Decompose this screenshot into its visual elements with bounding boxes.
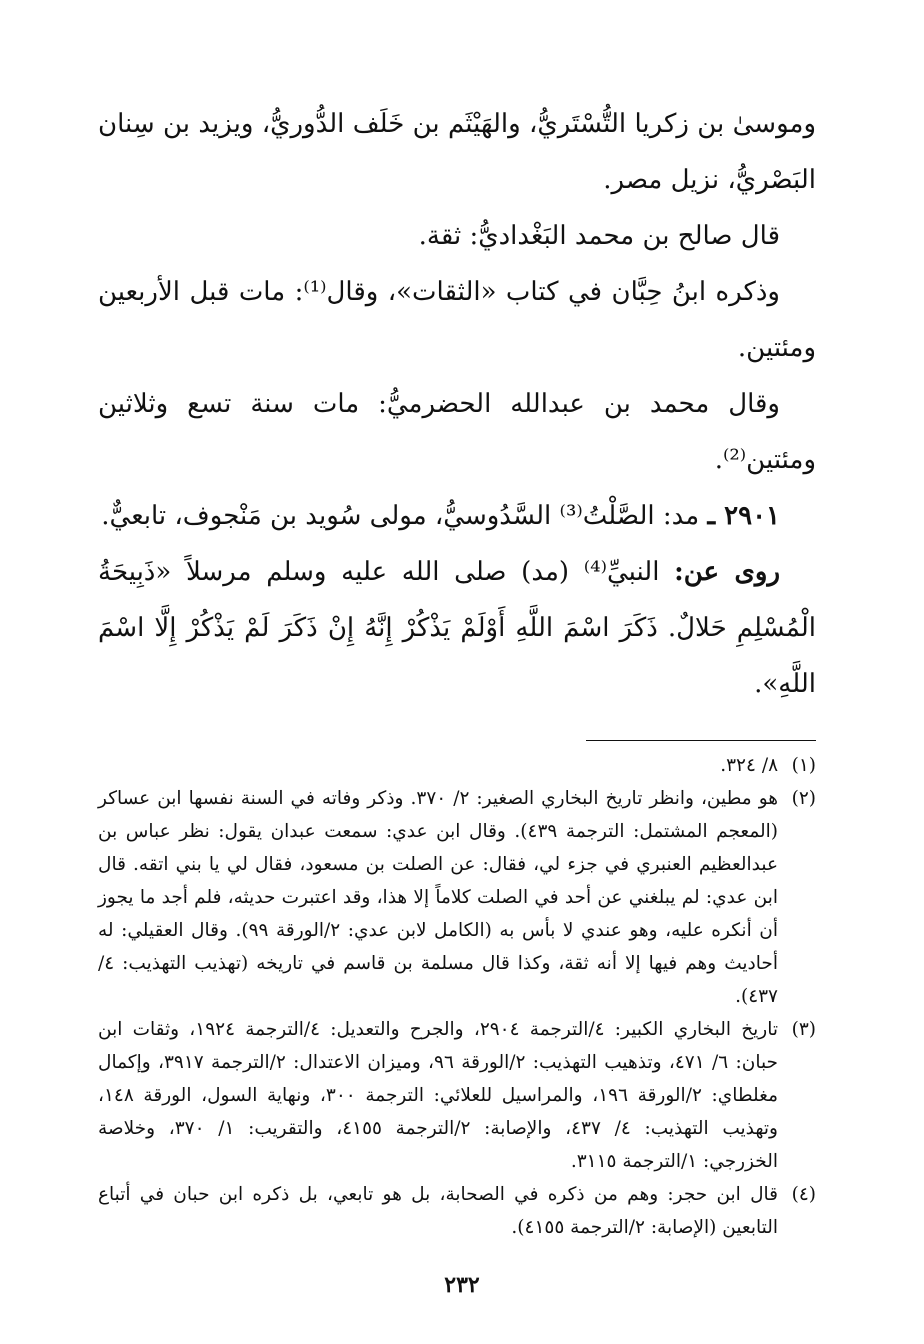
riwaya-text: النبيِّ⁽⁴⁾ (مد) صلى الله عليه وسلم مرسلاً «ذَبِيحَةُ الْمُسْلِمِ حَلالٌ. ذَكَرَ اسْمَ اللَّهِ أَوْلَمْ يَذْكُرْ إِنَّهُ إِنْ ذَكَرَ لَمْ يَذْكُرْ إِلَّا اسْمَ اللَّهِ». bbox=[98, 557, 816, 699]
footnotes bbox=[98, 749, 816, 1244]
riwaya-label: روى عن: bbox=[674, 557, 780, 587]
paragraph-riwaya bbox=[98, 544, 816, 712]
footnote-text: تاريخ البخاري الكبير: ٤/الترجمة ٢٩٠٤، والجرح والتعديل: ٤/الترجمة ١٩٢٤، وثقات ابن حبان: ٦/ ٤٧١، وتذهيب التهذيب: ٢/الورقة ٩٦، وميزان الاعتدال: ٢/الترجمة ٣٩١٧، وإكمال مغلطاي: ٢/الورقة ١٩٦، والمراسيل للعلائي: الترجمة ٣٠٠، ونهاية السول، الورقة ١٤٨، وتهذيب التهذيب: ٤/ ٤٣٧، والإصابة: ٢/الترجمة ٤١٥٥، والتقريب: ١/ ٣٧٠، وخلاصة الخزرجي: ١/الترجمة ٣١١٥. bbox=[98, 1019, 778, 1172]
page-number: ٢٣٢ bbox=[444, 1272, 480, 1298]
footnote-2 bbox=[98, 782, 816, 1013]
entry-number: ٢٩٠١ ـ bbox=[707, 501, 780, 531]
footnote-text: ٨/ ٣٢٤. bbox=[720, 755, 778, 776]
footnote-number: (٤) bbox=[791, 1184, 816, 1205]
footnote-text: قال ابن حجر: وهم من ذكره في الصحابة، بل هو تابعي، بل ذكره ابن حبان في أتباع التابعين (الإصابة: ٢/الترجمة ٤١٥٥). bbox=[98, 1184, 778, 1238]
footnote-divider bbox=[586, 740, 816, 741]
paragraph-salih-opinion: قال صالح بن محمد البَغْداديُّ: ثقة. bbox=[418, 221, 780, 251]
paragraph-narrators: وموسىٰ بن زكريا التُّسْتَريُّ، والهَيْثَم بن خَلَف الدُّوريُّ، ويزيد بن سِنان البَصْريُّ، نزيل مصر. bbox=[98, 109, 816, 195]
entry-heading bbox=[98, 488, 816, 544]
footnote-text: هو مطين، وانظر تاريخ البخاري الصغير: ٢/ ٣٧٠. وذكر وفاته في السنة نفسها ابن عساكر (المعجم المشتمل: الترجمة ٤٣٩). وقال ابن عدي: سمعت عبدان يقول: نظر عباس بن عبدالعظيم العنبري في جزء لي، فقال: عن الصلت بن مسعود، فقال لي يا بني اتقه. قال ابن عدي: لم يبلغني عن أحد في الصلت كلاماً إلا هذا، وقد اعتبرت حديثه، فلم أجد ما يجوز أن أنكره عليه، وهو عندي لا بأس به (الكامل لابن عدي: ٢/الورقة ٩٩). وقال العقيلي: له أحاديث وهم فيها إلا أنه ثقة، وكذا قال مسلمة بن قاسم في تاريخه (تهذيب التهذيب: ٤/ ٤٣٧). bbox=[98, 788, 779, 1007]
footnote-number: (١) bbox=[791, 755, 816, 776]
footnote-4 bbox=[98, 1178, 816, 1244]
footnote-3 bbox=[98, 1013, 816, 1178]
paragraph-ibn-hibban: وذكره ابنُ حِبَّان في كتاب «الثقات»، وقال⁽¹⁾: مات قبل الأربعين ومئتين. bbox=[98, 277, 816, 363]
footnote-number: (٢) bbox=[791, 788, 816, 809]
paragraph-hadrami: وقال محمد بن عبدالله الحضرميُّ: مات سنة تسع وثلاثين ومئتين⁽²⁾. bbox=[98, 389, 816, 475]
footnote-1 bbox=[98, 749, 816, 782]
entry-text: مد: الصَّلْتُ⁽³⁾ السَّدُوسيُّ، مولى سُويد بن مَنْجوف، تابعيٌّ. bbox=[101, 501, 700, 531]
footnote-number: (٣) bbox=[791, 1019, 816, 1040]
main-text bbox=[98, 96, 816, 712]
book-page bbox=[98, 96, 816, 1304]
